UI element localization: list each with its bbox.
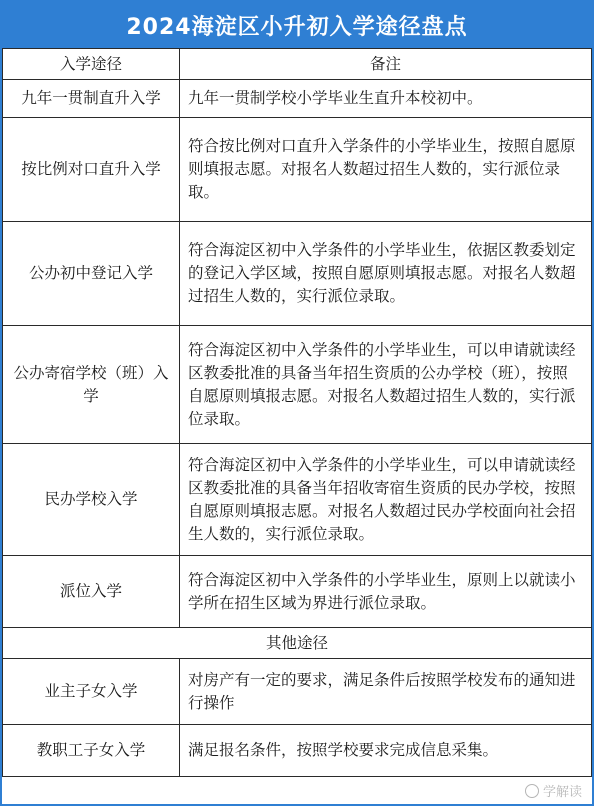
route-cell: 派位入学 [3, 556, 180, 628]
table-row [3, 556, 592, 628]
section-row [3, 628, 592, 659]
note-cell: 符合海淀区初中入学条件的小学毕业生，可以申请就读经区教委批准的具备当年招收寄宿生资质的民办学校，按照自愿原则填报志愿。对报名人数超过民办学校面向社会招生人数的，实行派位录取。 [180, 444, 592, 556]
route-cell: 公办寄宿学校（班）入学 [3, 326, 180, 444]
header-route: 入学途径 [3, 49, 180, 80]
route-cell: 按比例对口直升入学 [3, 118, 180, 222]
watermark-text: 学解读 [542, 785, 582, 800]
table-header-row [3, 49, 592, 80]
header-note: 备注 [180, 49, 592, 80]
note-cell: 对房产有一定的要求，满足条件后按照学校发布的通知进行操作 [180, 659, 592, 725]
watermark [525, 781, 582, 800]
route-cell: 九年一贯制直升入学 [3, 80, 180, 118]
table-row [3, 659, 592, 725]
note-cell: 符合海淀区初中入学条件的小学毕业生，可以申请就读经区教委批准的具备当年招生资质的公办学校（班），按照自愿原则填报志愿。对报名人数超过招生人数的，实行派位录取。 [180, 326, 592, 444]
table-row [3, 326, 592, 444]
note-cell: 符合海淀区初中入学条件的小学毕业生，原则上以就读小学所在招生区域为界进行派位录取。 [180, 556, 592, 628]
note-cell: 符合海淀区初中入学条件的小学毕业生，依据区教委划定的登记入学区域，按照自愿原则填报志愿。对报名人数超过招生人数的，实行派位录取。 [180, 222, 592, 326]
table-row [3, 80, 592, 118]
note-cell: 九年一贯制学校小学毕业生直升本校初中。 [180, 80, 592, 118]
route-cell: 教职工子女入学 [3, 725, 180, 777]
admission-table [2, 48, 592, 777]
route-cell: 公办初中登记入学 [3, 222, 180, 326]
document-title: 2024海淀区小升初入学途径盘点 [2, 2, 592, 48]
note-cell: 满足报名条件，按照学校要求完成信息采集。 [180, 725, 592, 777]
note-cell: 符合按比例对口直升入学条件的小学毕业生，按照自愿原则填报志愿。对报名人数超过招生人数的，实行派位录取。 [180, 118, 592, 222]
table-row [3, 222, 592, 326]
route-cell: 民办学校入学 [3, 444, 180, 556]
table-row [3, 118, 592, 222]
table-row [3, 725, 592, 777]
other-section-label: 其他途径 [3, 628, 592, 659]
route-cell: 业主子女入学 [3, 659, 180, 725]
watermark-icon [525, 784, 539, 798]
table-row [3, 444, 592, 556]
